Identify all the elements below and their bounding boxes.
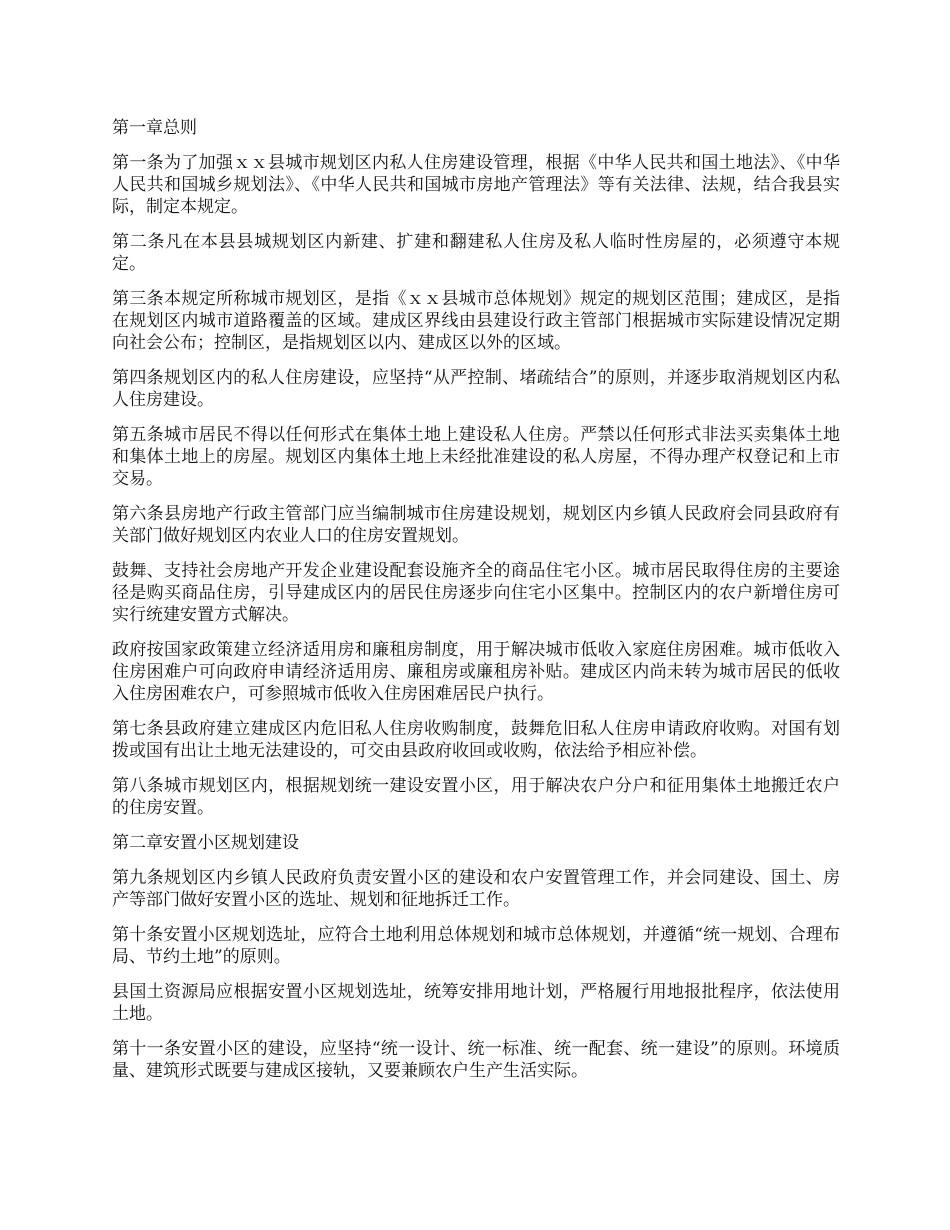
article-11: 第十一条安置小区的建设，应坚持“统一设计、统一标准、统一配套、统一建设”的原则。环境质量、建筑形式既要与建成区接轨，又要兼顾农户生产生活实际。 — [112, 1039, 840, 1081]
article-10: 第十条安置小区规划选址，应符合土地利用总体规划和城市总体规划，并遵循“统一规划、合理布局、节约土地”的原则。 — [112, 925, 840, 967]
article-6-paragraph-2: 鼓舞、支持社会房地产开发企业建设配套设施齐全的商品住宅小区。城市居民取得住房的主要途径是购买商品住房，引导建成区内的居民住房逐步向住宅小区集中。控制区内的农户新增住房可实行统建安置方式解决。 — [112, 561, 840, 625]
article-9: 第九条规划区内乡镇人民政府负责安置小区的建设和农户安置管理工作，并会同建设、国土、房产等部门做好安置小区的选址、规划和征地拆迁工作。 — [112, 868, 840, 910]
article-6: 第六条县房地产行政主管部门应当编制城市住房建设规划，规划区内乡镇人民政府会同县政府有关部门做好规划区内农业人口的住房安置规划。 — [112, 504, 840, 546]
article-4: 第四条规划区内的私人住房建设，应坚持“从严控制、堵疏结合”的原则，并逐步取消规划区内私人住房建设。 — [112, 368, 840, 410]
article-3: 第三条本规定所称城市规划区，是指《ｘｘ县城市总体规划》规定的规划区范围；建成区，是指在规划区内城市道路覆盖的区域。建成区界线由县建设行政主管部门根据城市实际建设情况定期向社会公布；控制区，是指规划区以内、建成区以外的区域。 — [112, 289, 840, 353]
article-10-paragraph-2: 县国土资源局应根据安置小区规划选址，统筹安排用地计划，严格履行用地报批程序，依法使用土地。 — [112, 982, 840, 1024]
article-2: 第二条凡在本县县城规划区内新建、扩建和翻建私人住房及私人临时性房屋的，必须遵守本规定。 — [112, 232, 840, 274]
article-8: 第八条城市规划区内，根据规划统一建设安置小区，用于解决农户分户和征用集体土地搬迁农户的住房安置。 — [112, 776, 840, 818]
chapter-2-heading: 第二章安置小区规划建设 — [112, 833, 299, 853]
article-6-paragraph-3: 政府按国家政策建立经济适用房和廉租房制度，用于解决城市低收入家庭住房困难。城市低收入住房困难户可向政府申请经济适用房、廉租房或廉租房补贴。建成区内尚未转为城市居民的低收入住房困难农户，可参照城市低收入住房困难居民户执行。 — [112, 640, 840, 704]
document-body — [112, 117, 840, 1095]
article-5: 第五条城市居民不得以任何形式在集体土地上建设私人住房。严禁以任何形式非法买卖集体土地和集体土地上的房屋。规划区内集体土地上未经批准建设的私人房屋，不得办理产权登记和上市交易。 — [112, 425, 840, 489]
article-1: 第一条为了加强ｘｘ县城市规划区内私人住房建设管理，根据《中华人民共和国土地法》、《中华人民共和国城乡规划法》、《中华人民共和国城市房地产管理法》等有关法律、法规，结合我县实际，制定本规定。 — [112, 153, 840, 217]
chapter-1-heading: 第一章总则 — [112, 118, 197, 138]
article-7: 第七条县政府建立建成区内危旧私人住房收购制度，鼓舞危旧私人住房申请政府收购。对国有划拨或国有出让土地无法建设的，可交由县政府收回或收购，依法给予相应补偿。 — [112, 719, 840, 761]
